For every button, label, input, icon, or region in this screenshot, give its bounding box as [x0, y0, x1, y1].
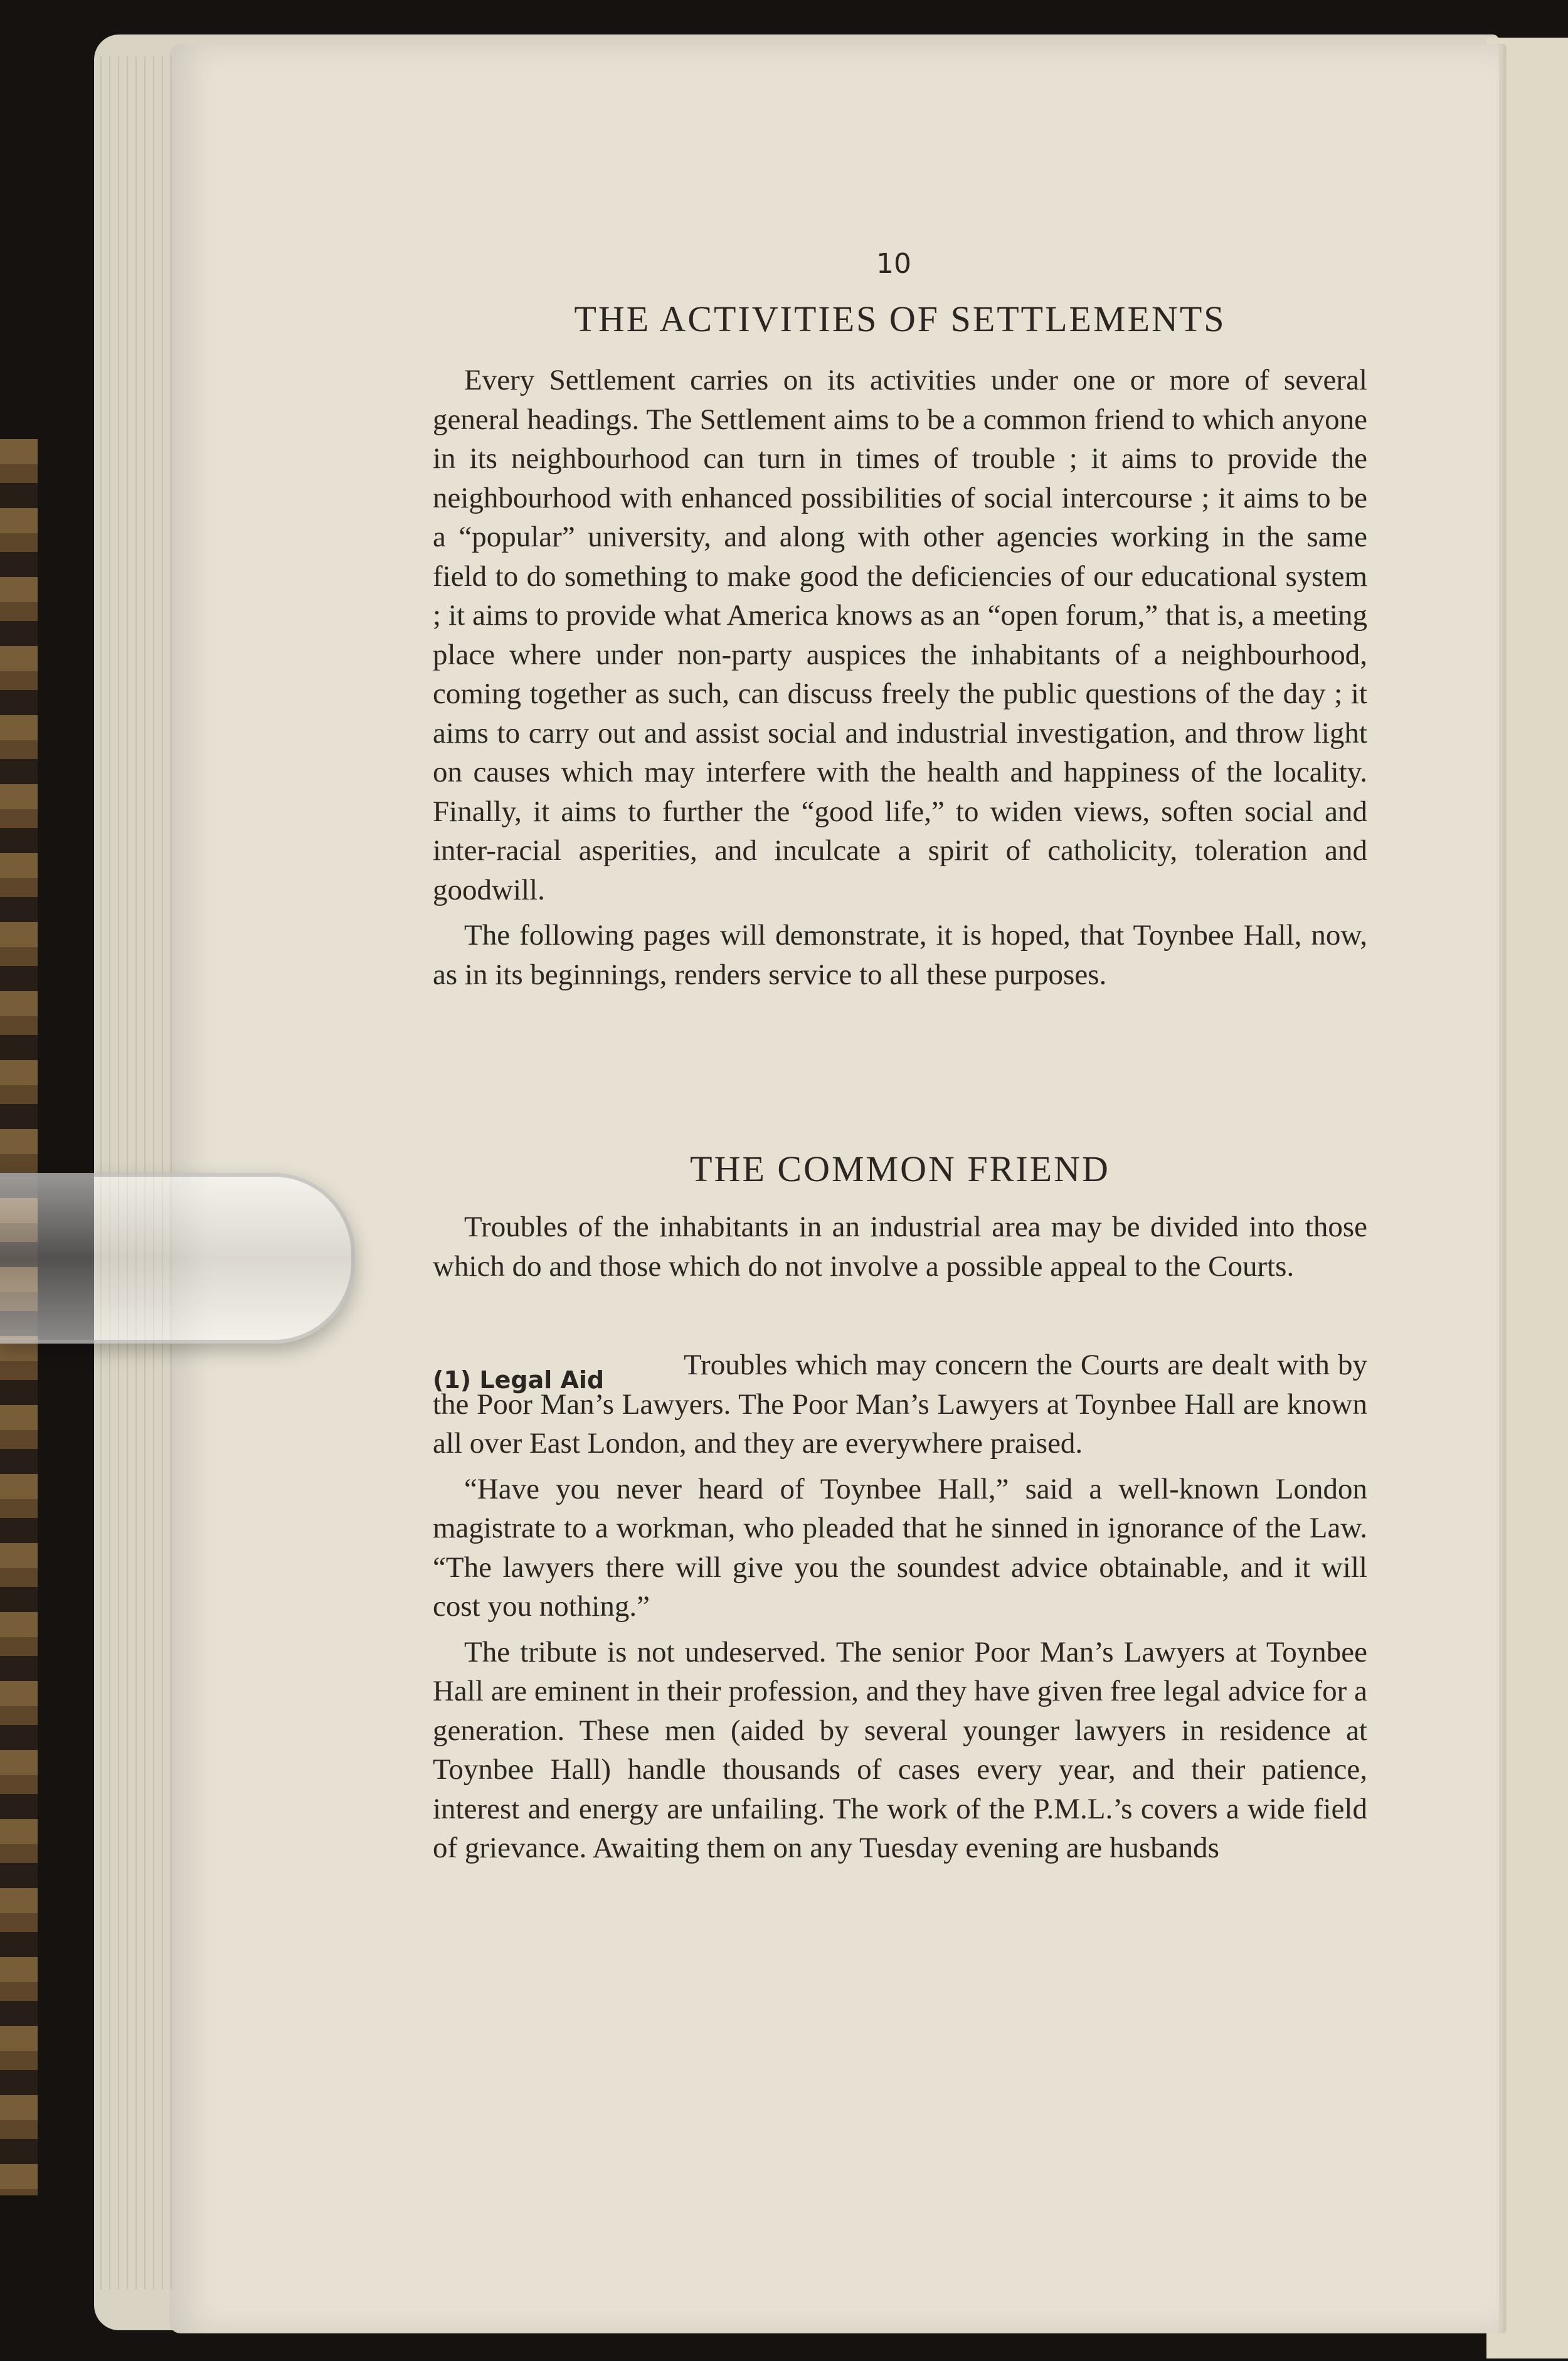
legal-aid-paragraph-3: The tribute is not undeserved. The senior Poor Man’s Lawyers at Toynbee Hall are eminent in their profession, and they have given free legal advice for a generation. These men (aided by several younger lawyers in residence at Toynbee Hall) handle thousands of cases every year, and their patience, interest and energy are unfailing. The work of the P.M.L.’s covers a wide field of grievance. Awaiting them on any Tuesday evening are husbands — [433, 1635, 1367, 1864]
legal-aid-paragraph-1: Troubles which may concern the Courts are dealt with by the Poor Man’s Lawyers. The Poor Man’s Lawyers at Toynbee Hall are known all over East London, and they are everywhere praised. — [433, 1349, 1367, 1460]
legal-aid-text — [433, 1345, 1367, 1868]
section-heading: THE ACTIVITIES OF SETTLEMENTS — [574, 299, 1226, 339]
legal-aid-side-label: (1) Legal Aid — [433, 1366, 605, 1394]
intro-paragraph-1: Every Settlement carries on its activities under one or more of several general headings. The Settlement aims to be a common friend to which anyone in its neighbourhood can turn in times of trouble ; it aims to provide the neighbourhood with enhanced possibilities of social intercourse ; it aims to be a “popular” university, and along with other agencies working in the same field to do something to make good the deficiencies of our educational system ; it aims to provide what America knows as an “open forum,” that is, a meeting place where under non-party auspices the inhabitants of a neighbourhood, coming together as such, can discuss freely the public questions of the day ; it aims to carry out and assist social and industrial investigation, and throw light on causes which may interfere with the health and happiness of the locality. Finally, it aims to further the “good life,” to widen views, soften social and inter-racial asperities, and inculcate a spirit of catholicity, toleration and goodwill. — [433, 364, 1367, 906]
intro-paragraph-2: The following pages will demonstrate, it is hoped, that Toynbee Hall, now, as in its beginnings, renders service to all these purposes. — [433, 919, 1367, 991]
intro-text — [433, 361, 1367, 994]
legal-aid-paragraph-2: “Have you never heard of Toynbee Hall,” said a well-known London magistrate to a workman, who pleaded that he sinned in ignorance of the Law. “The lawyers there will give you the soundest advice obtainable, and it will cost you nothing.” — [433, 1472, 1367, 1623]
friend-intro-text — [433, 1207, 1367, 1286]
page-number: 10 — [876, 248, 911, 280]
subsection-heading: THE COMMON FRIEND — [690, 1149, 1110, 1189]
friend-intro-paragraph: Troubles of the inhabitants in an industrial area may be divided into those which do and those which do not involve a possible appeal to the Courts. — [433, 1211, 1367, 1283]
page-clip — [0, 1173, 355, 1344]
